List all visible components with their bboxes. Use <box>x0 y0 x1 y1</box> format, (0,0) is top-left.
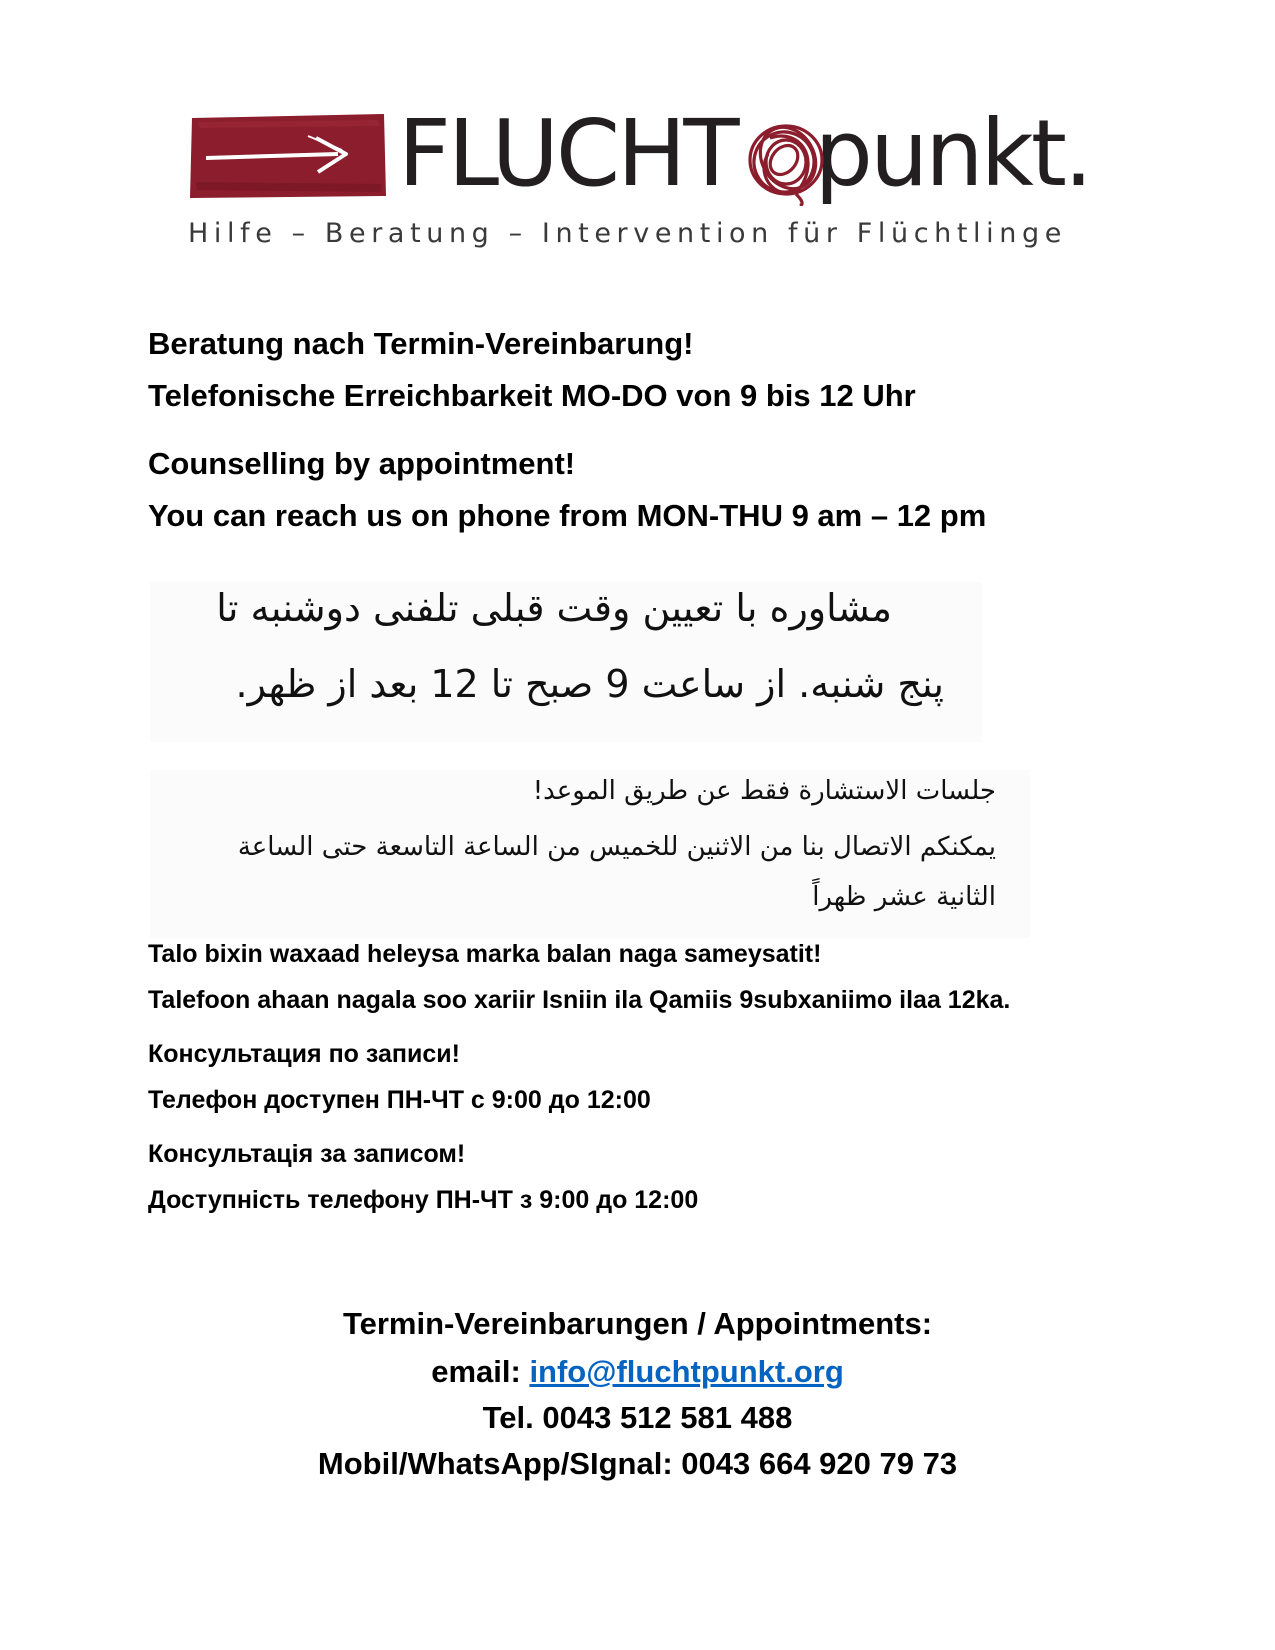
arabic-line-1: جلسات الاستشارة فقط عن طريق الموعد! <box>532 776 996 806</box>
arabic-line-2: يمكنكم الاتصال بنا من الاثنين للخميس من الساعة التاسعة حتى الساعة <box>237 832 996 862</box>
somali-line-2: Talefoon ahaan nagala soo xariir Isniin ila Qamiis 9subxaniimo ilaa 12ka. <box>148 986 1011 1014</box>
contact-email-row <box>0 1354 1275 1390</box>
email-label: email: <box>431 1354 521 1389</box>
russian-line-1: Консультация по записи! <box>148 1040 460 1068</box>
logo <box>188 100 1091 260</box>
persian-line-1: مشاوره با تعیین وقت قبلی تلفنی دوشنبه تا <box>216 586 892 630</box>
arrow-right-icon <box>188 112 388 200</box>
german-line-1: Beratung nach Termin-Vereinbarung! <box>148 326 694 361</box>
english-line-2: You can reach us on phone from MON-THU 9 am – 12 pm <box>148 498 987 533</box>
contact-heading: Termin-Vereinbarungen / Appointments: <box>342 1306 933 1341</box>
logo-tagline: Hilfe – Beratung – Intervention für Flüchtlinge <box>188 218 1067 249</box>
arabic-line-3: الثانية عشر ظهراً <box>812 882 996 912</box>
persian-block <box>150 582 982 742</box>
arabic-block <box>150 770 1030 938</box>
contact-tel: Tel. 0043 512 581 488 <box>482 1400 793 1435</box>
somali-line-1: Talo bixin waxaad heleysa marka balan naga sameysatit! <box>148 940 822 968</box>
english-line-1: Counselling by appointment! <box>148 446 576 481</box>
persian-line-2: پنج شنبه. از ساعت 9 صبح تا 12 بعد از ظهر. <box>235 662 944 706</box>
contact-mobile: Mobil/WhatsApp/SIgnal: 0043 664 920 79 73 <box>317 1446 958 1481</box>
russian-line-2: Телефон доступен ПН-ЧТ с 9:00 до 12:00 <box>148 1086 651 1114</box>
logo-word-punkt: punkt. <box>814 100 1091 207</box>
logo-word-flucht: FLUCHT <box>398 100 737 207</box>
ukrainian-line-2: Доступність телефону ПН-ЧТ з 9:00 до 12:00 <box>148 1186 699 1214</box>
scribble-dot-icon <box>740 118 832 206</box>
ukrainian-line-1: Консультація за записом! <box>148 1140 466 1168</box>
email-link[interactable]: info@fluchtpunkt.org <box>529 1354 844 1389</box>
german-line-2: Telefonische Erreichbarkeit MO-DO von 9 bis 12 Uhr <box>148 378 916 413</box>
